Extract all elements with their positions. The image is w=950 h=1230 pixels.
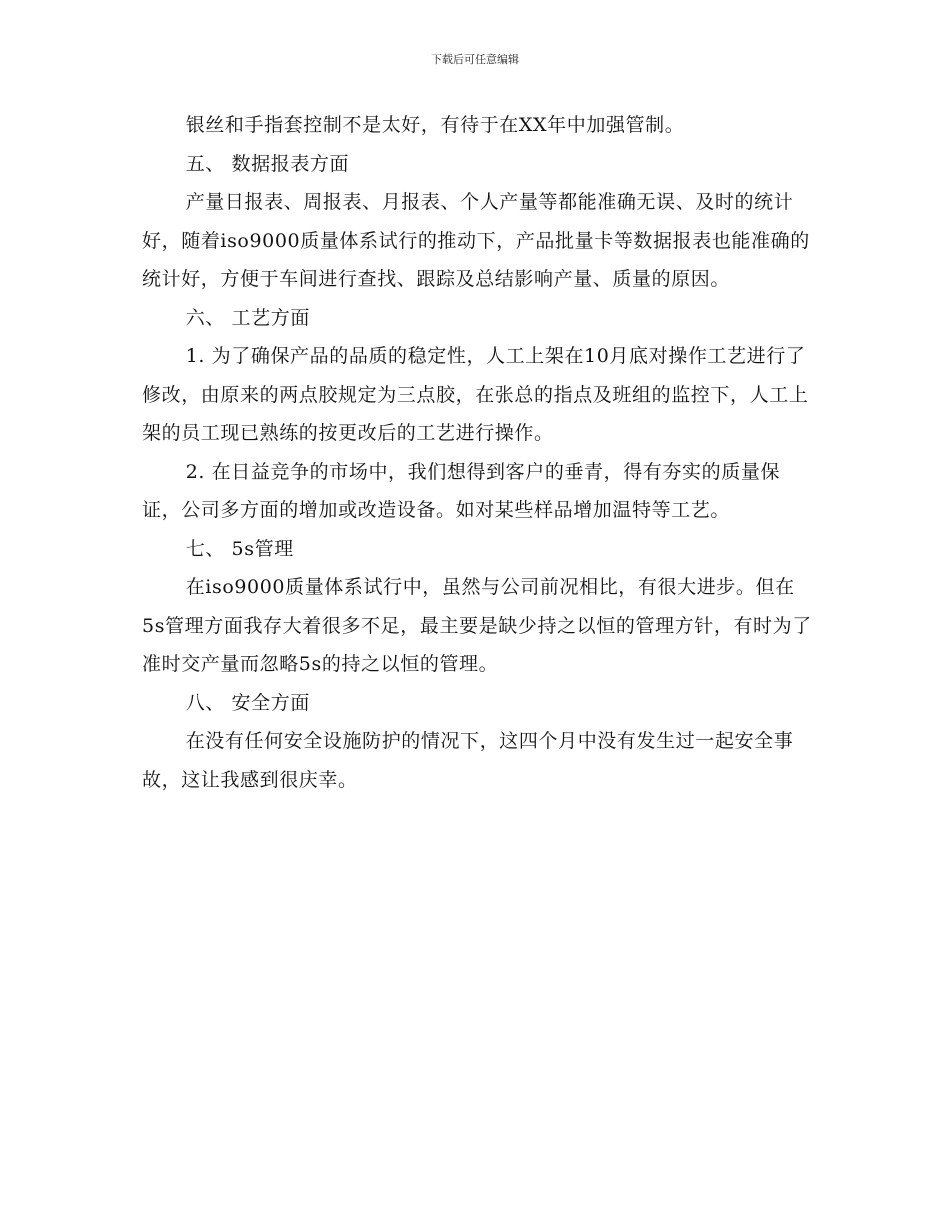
- paragraph-5s-management: 在iso9000质量体系试行中，虽然与公司前况相比，有很大进步。但在5s管理方面我存大着很多不足，最主要是缺少持之以恒的管理方针，有时为了准时交产量而忽略5s的持之以恒的管理。: [142, 576, 812, 675]
- section-heading-safety: 八、 安全方面: [185, 691, 310, 714]
- document-body: [142, 106, 812, 799]
- section-heading-process: 六、 工艺方面: [185, 306, 310, 329]
- section-heading-data-reports: 五、 数据报表方面: [185, 152, 350, 175]
- paragraph-silver-wire-control: 银丝和手指套控制不是太好，有待于在XX年中加强管制。: [185, 114, 685, 136]
- section-heading-5s-management: 七、 5s管理: [185, 537, 294, 560]
- paragraph-process-item-1: 1. 为了确保产品的品质的稳定性，人工上架在10月底对操作工艺进行了修改，由原来的两点胶规定为三点胶，在张总的指点及班组的监控下，人工上架的员工现已熟练的按更改后的工艺进行操作。: [142, 345, 809, 444]
- paragraph-process-item-2: 2. 在日益竞争的市场中，我们想得到客户的垂青，得有夯实的质量保证，公司多方面的增加或改造设备。如对某些样品增加温特等工艺。: [142, 460, 781, 521]
- paragraph-data-reports: 产量日报表、周报表、月报表、个人产量等都能准确无误、及时的统计好，随着iso9000质量体系试行的推动下，产品批量卡等数据报表也能准确的统计好，方便于车间进行查找、跟踪及总结影响产量、质量的原因。: [142, 191, 810, 290]
- page-header-note: 下载后可任意编辑: [431, 53, 519, 66]
- paragraph-safety: 在没有任何安全设施防护的情况下，这四个月中没有发生过一起安全事故，这让我感到很庆幸。: [142, 730, 794, 791]
